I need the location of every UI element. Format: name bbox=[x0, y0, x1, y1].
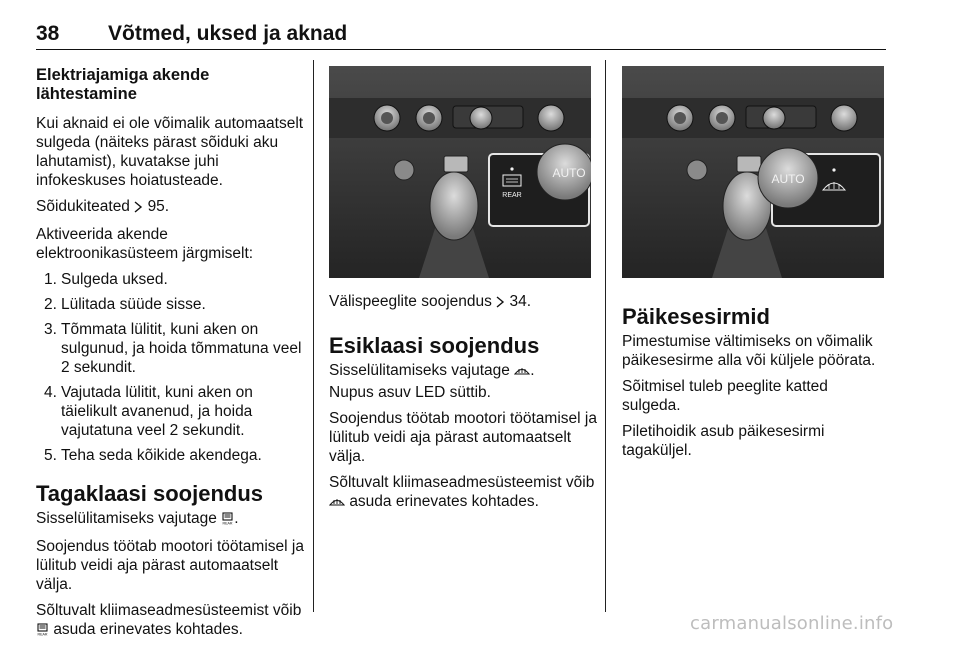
list-item: 5. Teha seda kõikide akendega. bbox=[44, 447, 262, 464]
windscreen-heating-icon bbox=[329, 494, 345, 513]
column-2 bbox=[329, 292, 597, 520]
windscreen-heating-icon bbox=[514, 363, 530, 382]
page-reference-arrow-icon bbox=[134, 199, 143, 218]
svg-text:REAR: REAR bbox=[222, 521, 233, 525]
header-rule bbox=[36, 49, 886, 50]
column-1 bbox=[36, 66, 304, 648]
auto-label: AUTO bbox=[771, 172, 805, 186]
list-item: 2. Lülitada süüde sisse. bbox=[44, 296, 206, 313]
paragraph: Aktiveerida akende elektroonikasüsteem järgmiselt: bbox=[36, 226, 254, 262]
figure-dashboard-windscreen-button bbox=[622, 66, 884, 278]
steps-list bbox=[36, 270, 304, 465]
page-header bbox=[36, 22, 886, 48]
rear-window-heating-icon bbox=[36, 622, 49, 641]
page-number: 38 bbox=[36, 22, 60, 45]
list-item: 3. Tõmmata lülitit, kuni aken on sulgunud, ja hoida tõmmatuna veel 2 sekundit. bbox=[44, 321, 302, 376]
paragraph: Soojendus töötab mootori töötamisel ja lülitub veidi aja pärast automaatselt välja. bbox=[36, 538, 304, 593]
section-heading-windscreen-heating: Esiklaasi soojendus bbox=[329, 333, 540, 358]
paragraph: Sõltuvalt kliimaseadmesüsteemist võib REAR asuda erinevates kohtades. bbox=[36, 601, 304, 641]
paragraph: Sisselülitamiseks vajutage REAR . bbox=[36, 509, 304, 530]
paragraph-reference: Sõidukiteated 95. bbox=[36, 197, 304, 218]
svg-text:REAR: REAR bbox=[37, 632, 48, 636]
running-title: Võtmed, uksed ja aknad bbox=[108, 22, 348, 45]
page-reference-arrow-icon bbox=[496, 294, 505, 313]
watermark: carmanualsonline.info bbox=[690, 613, 894, 634]
paragraph: Piletihoidik asub päikesesirmi tagaküljel. bbox=[622, 423, 825, 459]
figure-dashboard-rear-button bbox=[329, 66, 591, 278]
paragraph: Sisselülitamiseks vajutage . bbox=[329, 361, 597, 382]
list-item: 4. Vajutada lülitit, kuni aken on täielikult avanenud, ja hoida vajutatuna veel 2 sekundit. bbox=[44, 384, 253, 439]
list-item: 1. Sulgeda uksed. bbox=[44, 271, 168, 288]
column-divider-1 bbox=[313, 60, 314, 612]
section-heading-rear-window-heating: Tagaklaasi soojendus bbox=[36, 481, 264, 506]
column-divider-2 bbox=[605, 60, 606, 612]
paragraph: Nupus asuv LED süttib. bbox=[329, 384, 491, 401]
paragraph: Sõitmisel tuleb peeglite katted sulgeda. bbox=[622, 378, 828, 414]
paragraph: Kui aknaid ei ole võimalik automaatselt sulgeda (näiteks pärast sõiduki aku lahutamist), kuvatakse juhi infokeskuses hoiatusteade. bbox=[36, 115, 304, 189]
paragraph: Soojendus töötab mootori töötamisel ja lülitub veidi aja pärast automaatselt välja. bbox=[329, 410, 597, 465]
rear-label: REAR bbox=[502, 192, 522, 199]
column-3 bbox=[622, 304, 890, 467]
paragraph: Pimestumise vältimiseks on võimalik päikesesirme alla või küljele pöörata. bbox=[622, 333, 876, 369]
figure-caption: Välispeeglite soojendus 34. bbox=[329, 292, 597, 313]
auto-label: AUTO bbox=[552, 166, 586, 180]
paragraph: Sõltuvalt kliimaseadmesüsteemist võib asuda erinevates kohtades. bbox=[329, 473, 597, 513]
section-heading-sun-visors: Päikesesirmid bbox=[622, 304, 770, 329]
rear-window-heating-icon bbox=[221, 511, 234, 530]
subheading-window-reset: Elektriajamiga akende lähtestamine bbox=[36, 66, 210, 103]
